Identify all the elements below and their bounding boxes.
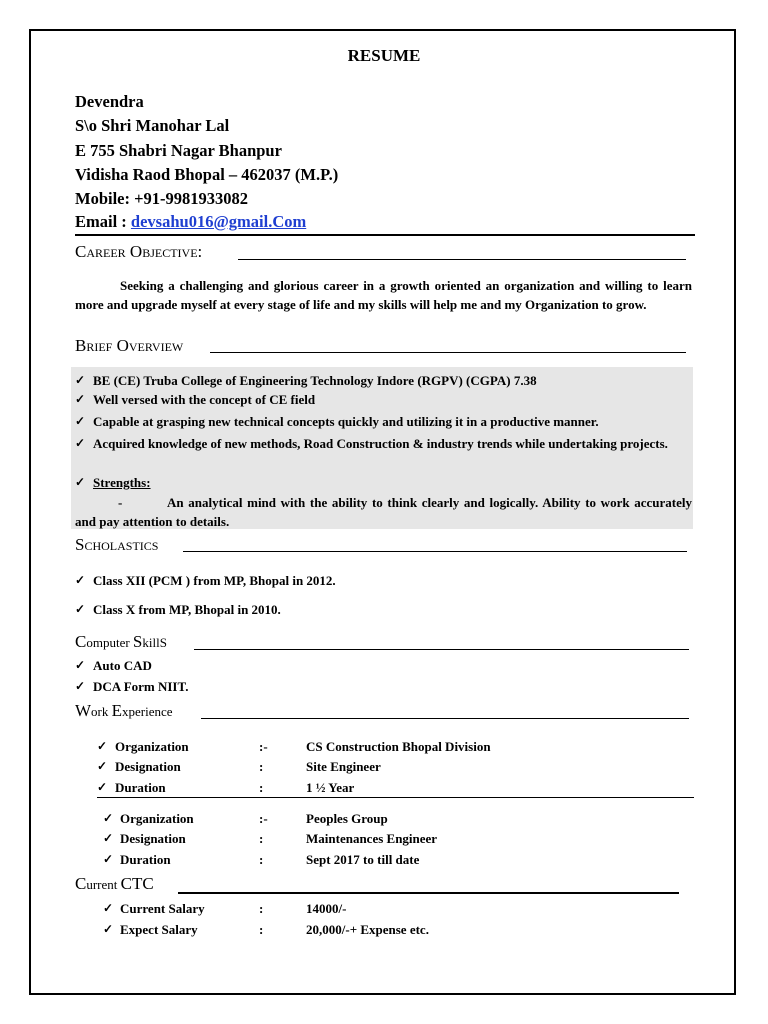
computer-skill-item: Auto CAD [93,658,152,673]
overview-item: Capable at grasping new technical concepts quickly and utilizing it in a productive manner. [93,414,599,429]
heading-letter: C [75,874,87,893]
job-field-label: Designation [120,831,186,846]
address-line-2: Vidisha Raod Bhopal – 462037 (M.P.) [75,165,339,184]
check-icon: ✓ [103,922,114,936]
email-link[interactable]: devsahu016@gmail.Com [130,212,307,231]
check-icon: ✓ [103,811,114,825]
check-icon: ✓ [97,759,108,773]
job-field-separator: : [259,780,264,795]
email-row [75,212,306,232]
salary-label: Current Salary [120,901,205,916]
career-objective-heading: Career Objective: [75,242,203,261]
overview-item: Well versed with the concept of CE field [93,392,316,407]
candidate-name: Devendra [75,92,144,111]
strengths-text: An analytical mind with the ability to think clearly and logically. Ability to work accurately and pay attention to details. [75,495,692,529]
computer-heading-underline [194,649,689,650]
salary-value: 20,000/-+ Expense etc. [306,922,429,937]
strengths-dash: - [118,495,123,510]
job-divider [97,797,694,798]
career-objective-body: Seeking a challenging and glorious career in a growth oriented an organization and willing to learn more and upgrade myself at every stage of life and my skills will help me and my Organization to grow. [75,278,692,312]
work-heading-underline [201,718,689,719]
job-field-label: Duration [120,852,171,867]
heading-letter: C [75,632,87,651]
job-field-value: 1 ½ Year [306,780,355,795]
computer-skill-item: DCA Form NIIT. [93,679,189,694]
check-icon: ✓ [103,831,114,845]
check-icon: ✓ [103,852,114,866]
check-icon: ✓ [75,392,86,406]
check-icon: ✓ [103,901,114,915]
check-icon: ✓ [97,780,108,794]
current-ctc-heading [75,874,154,894]
check-icon: ✓ [75,373,86,387]
job-field-separator: : [259,852,264,867]
brief-overview-heading: Brief Overview [75,336,184,355]
job-field-separator: :- [259,739,268,754]
job-field-value: Site Engineer [306,759,381,774]
address-line-1: E 755 Shabri Nagar Bhanpur [75,141,282,160]
heading-text: xperience [122,704,173,719]
check-icon: ✓ [97,739,108,753]
check-icon: ✓ [75,436,86,450]
scholastic-item: Class X from MP, Bhopal in 2010. [93,602,281,617]
career-heading-underline [238,259,686,260]
contact-divider [75,234,695,236]
mobile-number: Mobile: +91-9981933082 [75,189,249,208]
overview-heading-underline [210,352,686,353]
job-field-label: Duration [115,780,166,795]
salary-label: Expect Salary [120,922,198,937]
job-field-value: Sept 2017 to till date [306,852,420,867]
overview-item: Acquired knowledge of new methods, Road Construction & industry trends while undertaking projects. [93,436,668,451]
ctc-heading-underline [178,892,679,894]
strengths-label: Strengths: [93,475,151,490]
heading-letter: W [75,701,92,720]
father-name: S\o Shri Manohar Lal [75,116,230,135]
check-icon: ✓ [75,602,86,616]
salary-value: 14000/- [306,901,347,916]
email-label: Email : [75,212,131,231]
overview-item: BE (CE) Truba College of Engineering Technology Indore (RGPV) (CGPA) 7.38 [93,373,537,388]
heading-text: CTC [120,874,154,893]
heading-letter: E [111,701,123,720]
job-field-separator: :- [259,811,268,826]
job-field-label: Organization [120,811,194,826]
heading-text: S [159,635,167,650]
job-field-value: Maintenances Engineer [306,831,438,846]
job-field-label: Designation [115,759,181,774]
resume-title: RESUME [347,46,421,65]
salary-separator: : [259,922,264,937]
heading-text: omputer [86,635,133,650]
heading-letter: S [132,632,143,651]
scholastics-heading: Scholastics [75,535,159,554]
heading-text: urrent [86,877,121,892]
check-icon: ✓ [75,679,86,693]
job-field-value: CS Construction Bhopal Division [306,739,491,754]
job-field-value: Peoples Group [306,811,388,826]
computer-skills-heading [75,632,167,652]
job-field-label: Organization [115,739,189,754]
check-icon: ✓ [75,414,86,428]
heading-text: kill [142,635,160,650]
check-icon: ✓ [75,573,86,587]
check-icon: ✓ [75,658,86,672]
career-objective-text [75,276,692,314]
salary-separator: : [259,901,264,916]
scholastic-item: Class XII (PCM ) from MP, Bhopal in 2012. [93,573,336,588]
check-icon: ✓ [75,475,86,489]
job-field-separator: : [259,759,264,774]
heading-text: ork [91,704,112,719]
work-experience-heading [75,701,173,721]
job-field-separator: : [259,831,264,846]
scholastics-heading-underline [183,551,687,552]
